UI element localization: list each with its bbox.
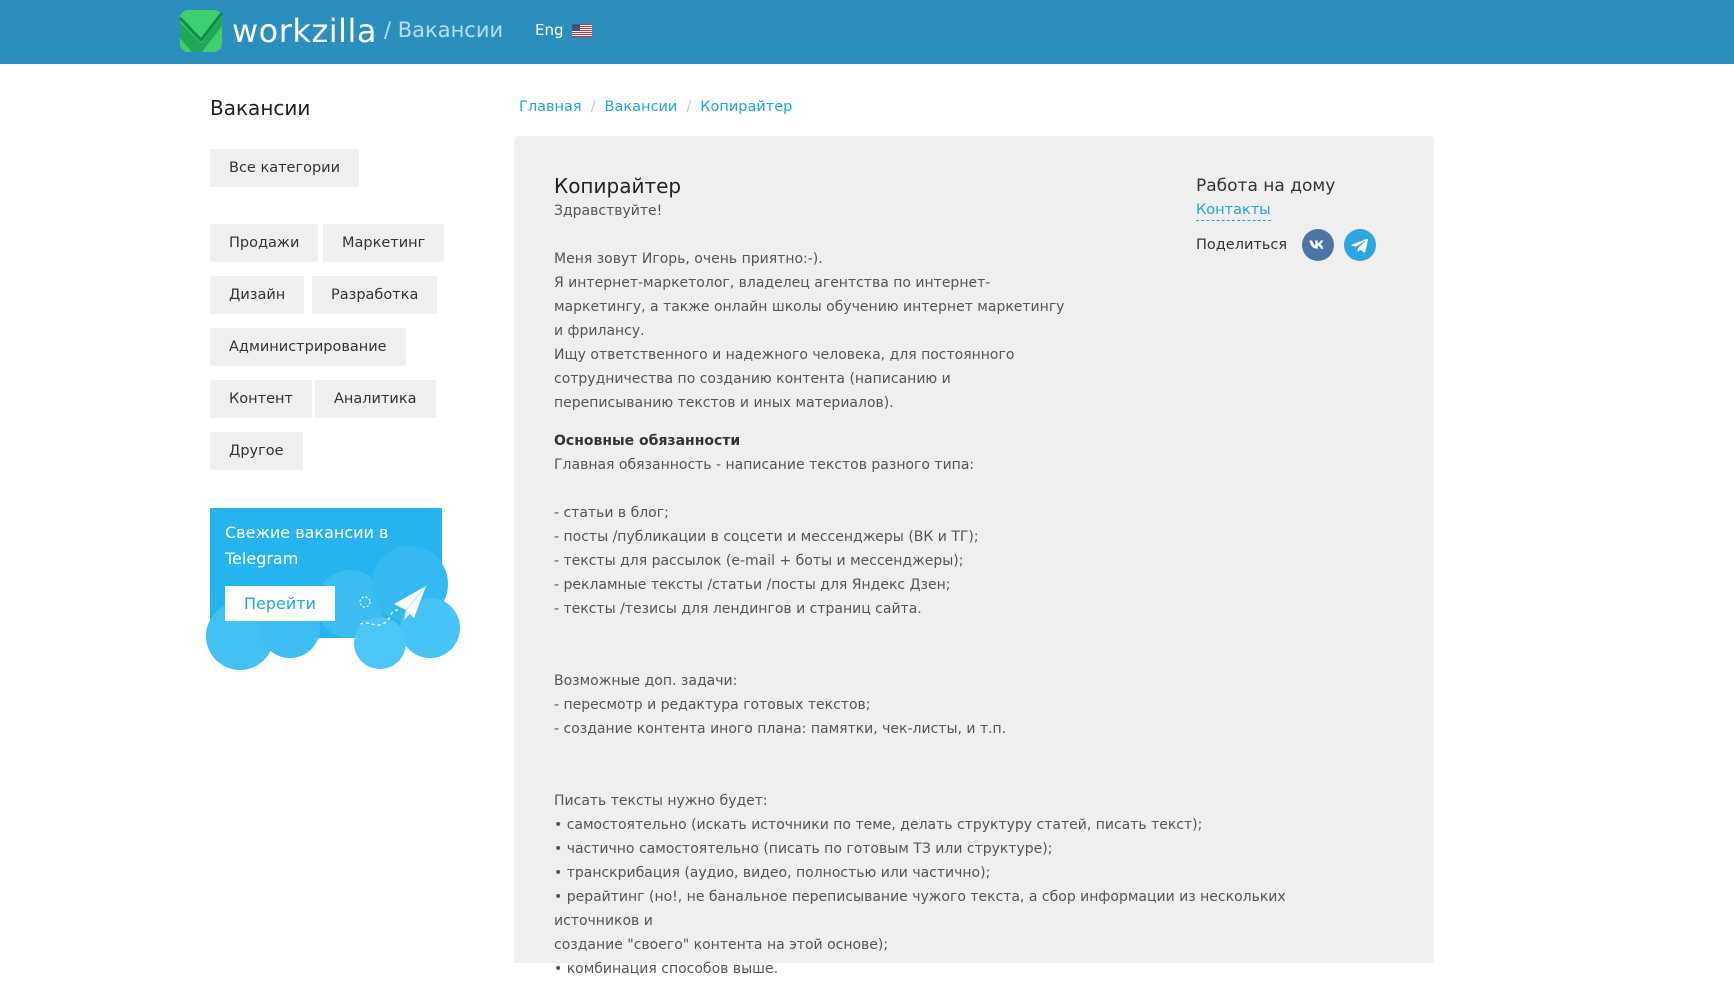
share-label: Поделиться [1196,237,1288,253]
breadcrumb-separator: / [686,99,692,115]
category-development[interactable]: Разработка [312,276,437,314]
paragraph-gap [554,477,1374,501]
breadcrumb-vacancies[interactable]: Вакансии [604,99,678,115]
duties-list: - статьи в блог; - посты /публикации в соцсети и мессенджеры (ВК и ТГ); - тексты для рассылок (e-mail + боты и мессенджеры); - рекламные тексты /статьи /посты для Яндекс Дзен; - тексты /тезисы для лендингов и страниц сайта. [554,505,979,617]
vk-icon[interactable] [1302,229,1334,261]
category-all[interactable]: Все категории [210,149,359,187]
work-type: Работа на дому [1196,176,1336,196]
category-analytics[interactable]: Аналитика [315,380,436,418]
telegram-banner-text: Свежие вакансии в Telegram [225,523,389,568]
job-description [554,199,1374,981]
telegram-banner[interactable] [210,508,442,638]
telegram-icon[interactable] [1344,229,1376,261]
job-title: Копирайтер [554,174,682,198]
category-design[interactable]: Дизайн [210,276,304,314]
paper-plane-icon [356,580,428,632]
language-label: Eng [535,21,564,39]
contacts-link[interactable]: Контакты [1196,200,1271,221]
category-administration[interactable]: Администрирование [210,328,406,366]
top-navigation-bar [0,0,1734,64]
sidebar-title: Вакансии [210,96,311,120]
job-card [514,136,1434,977]
breadcrumb-home[interactable]: Главная [519,99,582,115]
breadcrumb-separator: / [590,99,596,115]
job-side-info [1196,174,1396,261]
category-sales[interactable]: Продажи [210,224,318,262]
category-marketing[interactable]: Маркетинг [323,224,444,262]
writing-ways: Писать тексты нужно будет: • самостоятельно (искать источники по теме, делать структуру статей, писать текст); • частично самостоятельно (писать по готовым ТЗ или структуре); • транскрибация (аудио, видео, полностью или частично); • рерайтинг (но!, не банальное переписывание чужого текста, а сбор информации из нескольких источников и создание "своего" контента на этой основе); • комбинация способов выше. [554,793,1286,977]
workzilla-logo-icon [180,10,222,52]
duties-main: Главная обязанность - написание текстов разного типа: [554,457,975,473]
paragraph-gap [554,415,1374,429]
logo-text: workzilla [232,12,378,50]
workzilla-logo[interactable] [180,9,377,53]
us-flag-icon [572,24,592,37]
job-greeting: Здравствуйте! [554,203,663,219]
language-switch[interactable] [535,20,592,40]
header-section-title: / Вакансии [384,18,504,42]
paragraph-gap [554,621,1374,669]
job-intro: Меня зовут Игорь, очень приятно:-). Я интернет-маркетолог, владелец агентства по интернет- маркетингу, а также онлайн школы обучению интернет маркетингу и фрилансу. Ищу ответственного и надежного человека, для постоянного сотрудничества по созданию контента (написанию и переписыванию текстов и иных материалов). [554,251,1065,411]
extra-tasks: Возможные доп. задачи: - пересмотр и редактура готовых текстов; - создание контента иного плана: памятки, чек-листы, и т.п. [554,673,1007,737]
category-other[interactable]: Другое [210,432,303,470]
breadcrumb [519,97,792,117]
category-content[interactable]: Контент [210,380,312,418]
paragraph-gap [554,741,1374,789]
duties-header: Основные обязанности [554,433,741,449]
breadcrumb-current[interactable]: Копирайтер [700,99,793,115]
share-row [1196,229,1396,261]
telegram-go-button[interactable]: Перейти [225,586,335,621]
